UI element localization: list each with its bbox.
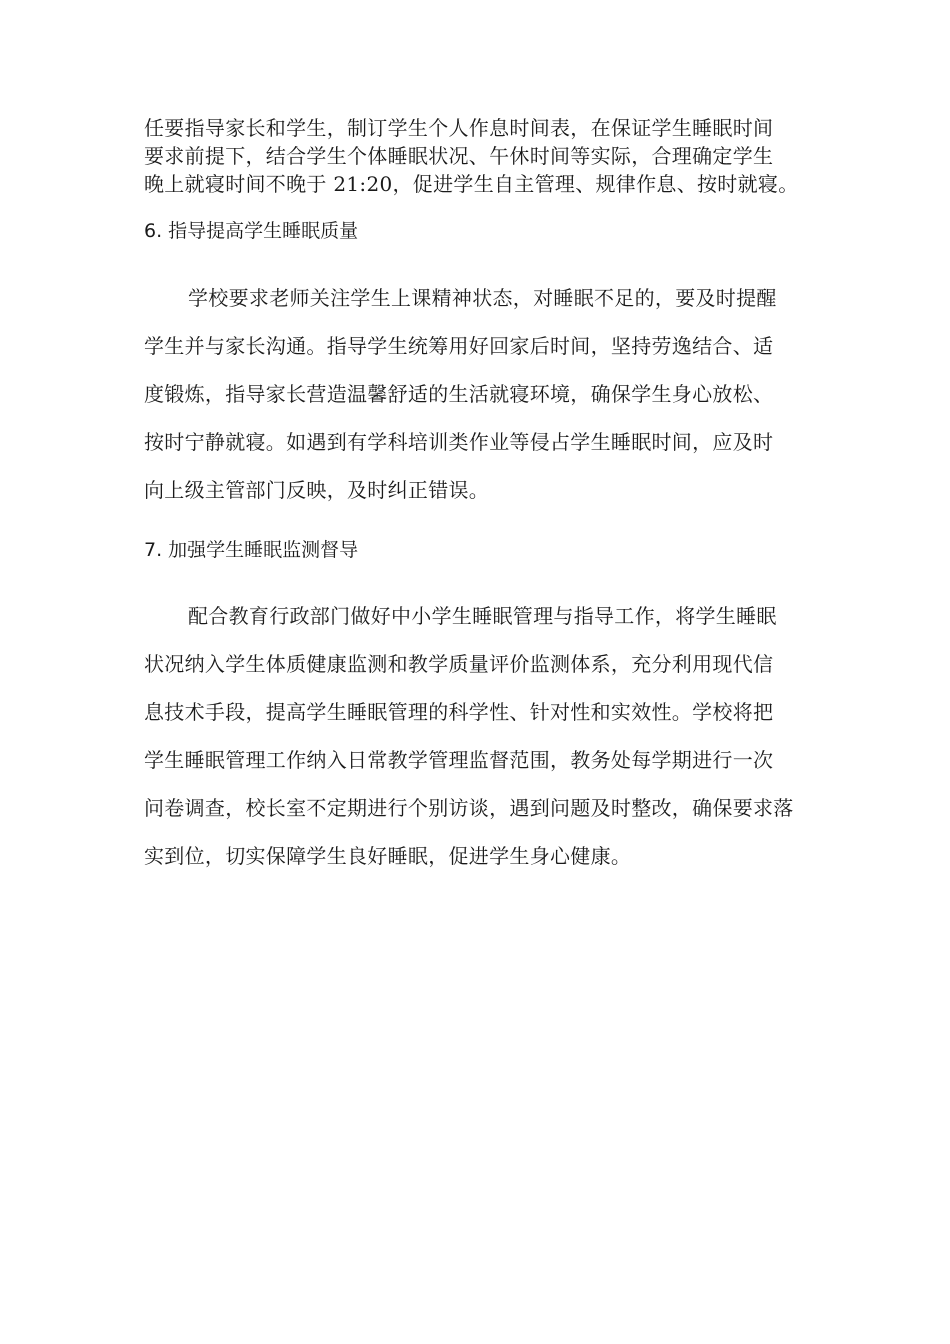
- paragraph-line: 状况纳入学生体质健康监测和教学质量评价监测体系，充分利用现代信: [144, 652, 774, 676]
- paragraph-line: 问卷调查，校长室不定期进行个别访谈，遇到问题及时整改，确保要求落: [144, 796, 794, 820]
- paragraph-line: 学生并与家长沟通。指导学生统筹用好回家后时间，坚持劳逸结合、适: [144, 334, 774, 358]
- paragraph-line: 要求前提下，结合学生个体睡眠状况、午休时间等实际，合理确定学生: [144, 144, 774, 168]
- paragraph-line: 任要指导家长和学生，制订学生个人作息时间表，在保证学生睡眠时间: [144, 116, 774, 140]
- paragraph-line: 向上级主管部门反映，及时纠正错误。: [144, 478, 490, 502]
- paragraph-line: 学生睡眠管理工作纳入日常教学管理监督范围，教务处每学期进行一次: [144, 748, 774, 772]
- paragraph-line: 实到位，切实保障学生良好睡眠，促进学生身心健康。: [144, 844, 632, 868]
- paragraph-line: 晚上就寝时间不晚于 21:20，促进学生自主管理、规律作息、按时就寝。: [144, 172, 799, 196]
- paragraph-line: 息技术手段，提高学生睡眠管理的科学性、针对性和实效性。学校将把: [144, 700, 774, 724]
- paragraph-line: 学校要求老师关注学生上课精神状态，对睡眠不足的，要及时提醒: [188, 286, 777, 310]
- paragraph-line: 配合教育行政部门做好中小学生睡眠管理与指导工作，将学生睡眠: [188, 604, 777, 628]
- section-heading-7: 7. 加强学生睡眠监测督导: [144, 539, 359, 561]
- section-heading-6: 6. 指导提高学生睡眠质量: [144, 220, 359, 242]
- paragraph-line: 按时宁静就寝。如遇到有学科培训类作业等侵占学生睡眠时间，应及时: [144, 430, 774, 454]
- paragraph-line: 度锻炼，指导家长营造温馨舒适的生活就寝环境，确保学生身心放松、: [144, 382, 774, 406]
